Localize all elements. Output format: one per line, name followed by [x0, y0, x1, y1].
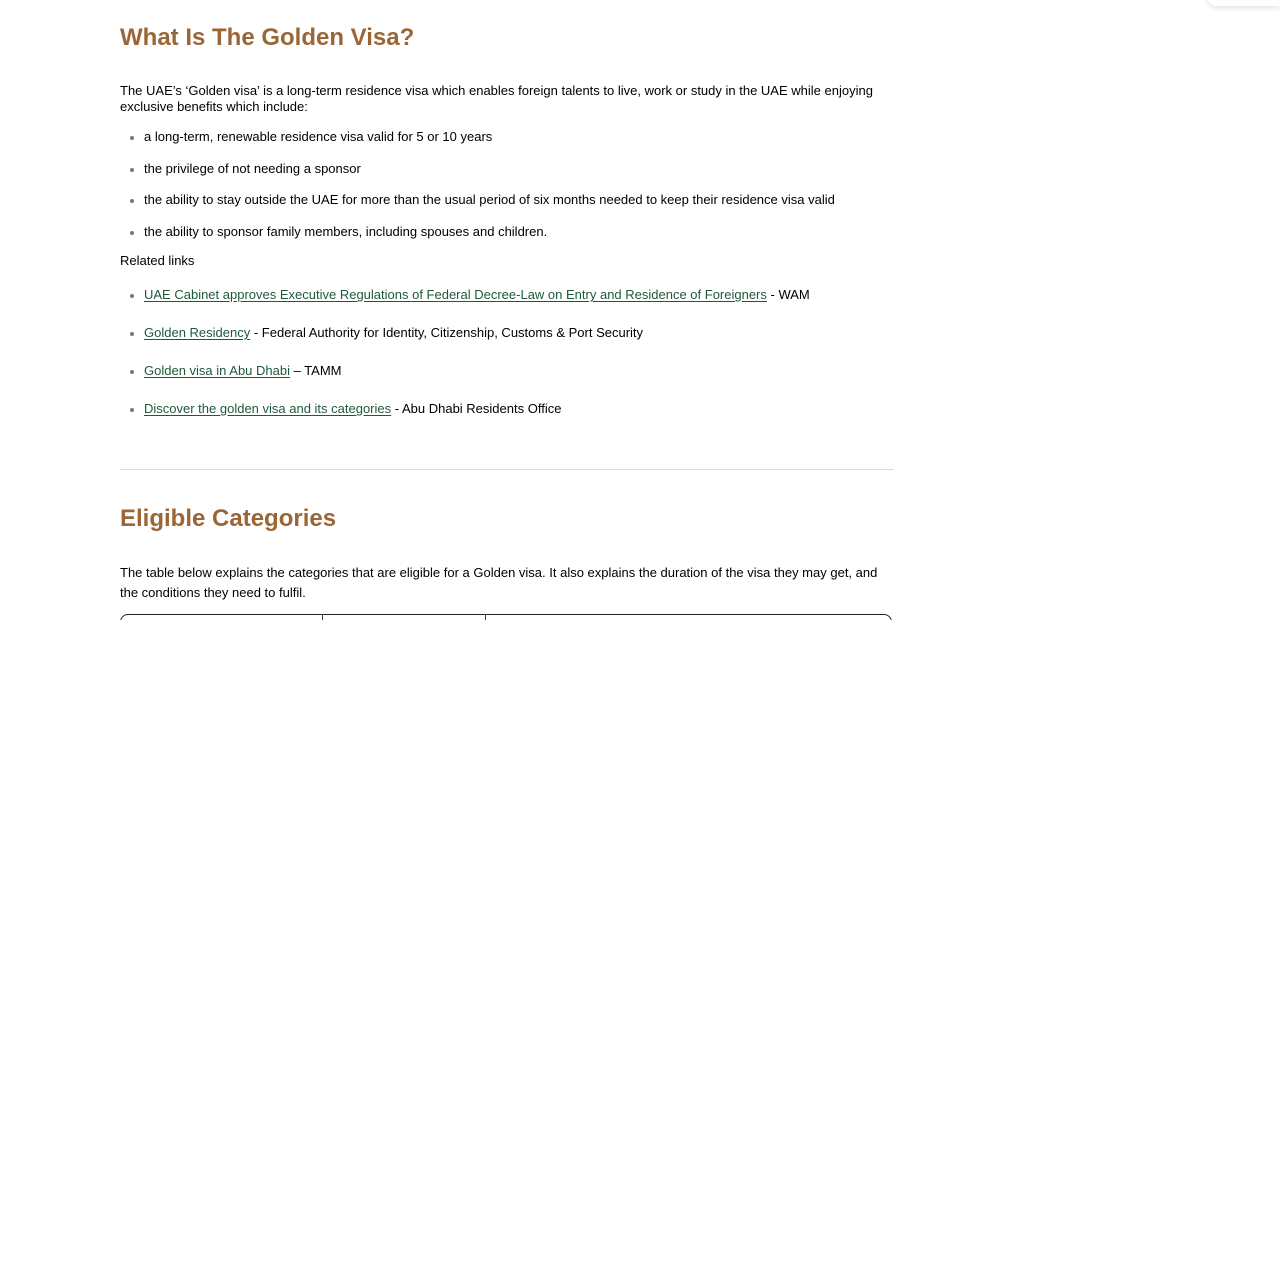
related-links-label: Related links	[120, 253, 195, 268]
link-source: - Federal Authority for Identity, Citizenship, Customs & Port Security	[250, 325, 644, 340]
related-link-item	[144, 324, 904, 342]
related-link-item	[144, 362, 904, 380]
categories-table	[120, 614, 892, 620]
link-uae-cabinet[interactable]: UAE Cabinet approves Executive Regulations of Federal Decree-Law on Entry and Residence of Foreigners	[144, 287, 767, 302]
benefit-item: • the ability to stay outside the UAE for more than the usual period of six months needed to keep their residence visa valid	[144, 191, 904, 209]
eligible-categories-heading: Eligible Categories	[120, 505, 337, 532]
table-column-divider	[322, 614, 323, 620]
related-links-list	[120, 286, 904, 438]
link-golden-residency[interactable]: Golden Residency	[144, 325, 251, 340]
related-link-item	[144, 286, 904, 304]
benefit-item: • a long-term, renewable residence visa valid for 5 or 10 years	[144, 128, 904, 146]
benefit-item: • the ability to sponsor family members, including spouses and children.	[144, 223, 904, 241]
table-border	[120, 614, 892, 620]
table-column-divider	[485, 614, 486, 620]
section-divider	[120, 469, 894, 470]
link-source: - Abu Dhabi Residents Office	[391, 401, 562, 416]
related-link-item	[144, 400, 904, 418]
link-source: - WAM	[766, 287, 810, 302]
golden-visa-heading: What Is The Golden Visa?	[120, 24, 415, 51]
link-discover-golden-visa[interactable]: Discover the golden visa and its categories	[144, 401, 392, 416]
link-golden-visa-abu-dhabi[interactable]: Golden visa in Abu Dhabi	[144, 363, 290, 378]
floating-panel-edge	[1208, 0, 1280, 6]
link-source: – TAMM	[289, 363, 342, 378]
eligible-categories-description: The table below explains the categories that are eligible for a Golden visa. It also explains the duration of the visa they may get, and the conditions they need to fulfil.	[120, 565, 878, 600]
benefit-item: • the privilege of not needing a sponsor	[144, 160, 904, 178]
benefits-list	[120, 128, 904, 255]
golden-visa-intro: The UAE’s ‘Golden visa’ is a long-term residence visa which enables foreign talents to live, work or study in the UAE while enjoying exclusive benefits which include:	[120, 83, 873, 114]
